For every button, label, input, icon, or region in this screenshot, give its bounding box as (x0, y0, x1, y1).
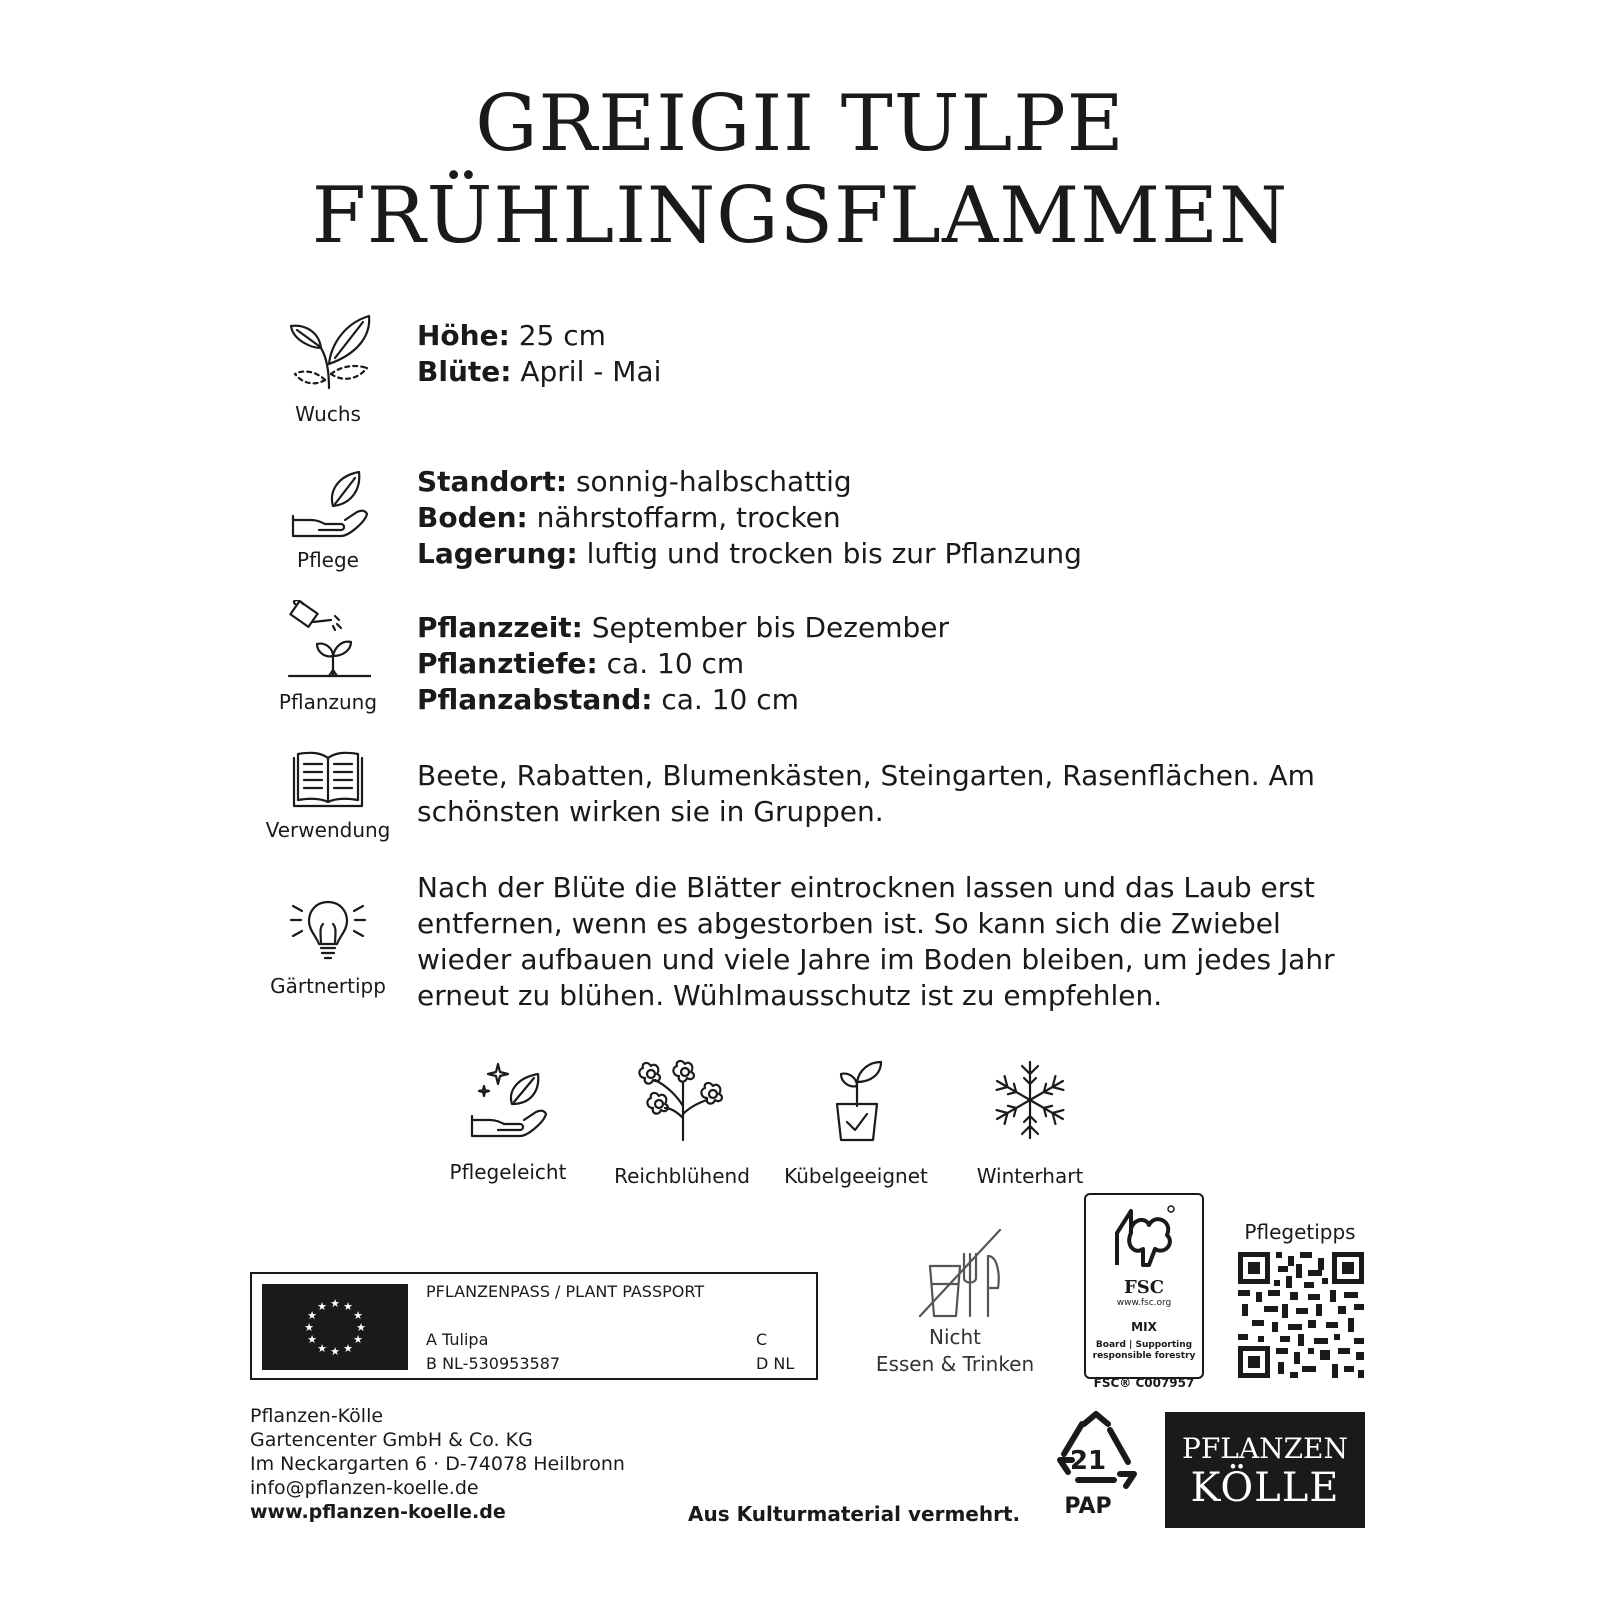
fsc-mix: MIX (1131, 1320, 1157, 1334)
company-website[interactable] (250, 1500, 625, 1524)
pflege-text (417, 464, 1337, 572)
company-street: Im Neckargarten 6 · D-74078 Heilbronn (250, 1453, 625, 1475)
fsc-label (1084, 1193, 1204, 1390)
svg-text:★: ★ (353, 1333, 363, 1346)
company-website-text: www.pflanzen-koelle.de (250, 1501, 506, 1523)
pflege-label: Pflege (297, 548, 359, 572)
pflanzabstand-value: ca. 10 cm (652, 683, 799, 716)
svg-text:★: ★ (304, 1321, 314, 1334)
pflanzen-koelle-logo (1165, 1412, 1365, 1528)
watering-can-icon (285, 600, 371, 682)
svg-text:★: ★ (353, 1309, 363, 1322)
title-line-1: GREIGII TULPE (475, 79, 1125, 169)
hoehe-value: 25 cm (509, 319, 606, 352)
pflanztiefe-line (417, 646, 1337, 682)
boden-label: Boden: (417, 501, 528, 534)
boden-line (417, 500, 1337, 536)
recycling-number: 21 (1069, 1446, 1107, 1476)
fsc-tree-icon (1109, 1203, 1179, 1271)
sprout-icon (285, 312, 371, 394)
book-icon (290, 750, 366, 810)
culture-note: Aus Kulturmaterial vermehrt. (688, 1502, 1021, 1526)
pflanzzeit-label: Pflanzzeit: (417, 611, 583, 644)
snowflake-icon (990, 1058, 1070, 1142)
fsc-line-2: responsible forestry (1092, 1351, 1196, 1361)
fsc-line-1: Board | Supporting (1095, 1340, 1193, 1350)
pflanzung-label: Pflanzung (278, 690, 378, 714)
pflanzung-icon-column (258, 600, 398, 714)
feature-reichbluehend (597, 1058, 767, 1188)
passport-d: D NL (756, 1354, 795, 1373)
hand-sparkle-leaf-icon (468, 1058, 548, 1138)
product-title (0, 78, 1600, 262)
pflanztiefe-label: Pflanztiefe: (417, 647, 598, 680)
company-name-1: Pflanzen-Kölle (250, 1405, 384, 1427)
eu-stars-icon (262, 1284, 408, 1370)
no-eat-drink-icon (900, 1226, 1010, 1320)
wuchs-icon-column (258, 312, 398, 426)
pot-check-icon (821, 1058, 891, 1142)
standort-label: Standort: (417, 465, 568, 498)
svg-text:★: ★ (330, 1297, 340, 1310)
flowers-icon (637, 1058, 727, 1142)
passport-a: A Tulipa (426, 1330, 489, 1349)
standort-value: sonnig-halbschattig (567, 465, 852, 498)
lagerung-label: Lagerung: (417, 537, 578, 570)
recycling-symbol (1046, 1410, 1146, 1519)
warning-line-1: Nicht (928, 1325, 982, 1349)
boden-value: nährstoffarm, trocken (527, 501, 841, 534)
svg-text:★: ★ (317, 1300, 327, 1313)
hoehe-line (417, 318, 1337, 354)
logo-line-2: KÖLLE (1190, 1465, 1340, 1511)
verwendung-label: Verwendung (265, 818, 391, 842)
company-name-2: Gartencenter GmbH & Co. KG (250, 1429, 533, 1451)
fsc-url: www.fsc.org (1116, 1298, 1172, 1308)
feature-kuebelgeeignet (771, 1058, 941, 1188)
feature-pflegeleicht-label: Pflegeleicht (449, 1160, 567, 1184)
recycling-code: PAP (1064, 1494, 1112, 1519)
feature-winterhart (945, 1058, 1115, 1188)
feature-reichbluehend-label: Reichblühend (614, 1164, 750, 1188)
standort-line (417, 464, 1337, 500)
feature-kuebelgeeignet-label: Kübelgeeignet (784, 1164, 928, 1188)
gaertnertipp-icon-column (258, 896, 398, 998)
pflanztiefe-value: ca. 10 cm (597, 647, 745, 680)
pflanzzeit-value: September bis Dezember (582, 611, 949, 644)
hoehe-label: Höhe: (417, 319, 510, 352)
svg-text:★: ★ (307, 1309, 317, 1322)
lagerung-value: luftig und trocken bis zur Pflanzung (577, 537, 1082, 570)
svg-text:★: ★ (307, 1333, 317, 1346)
passport-b: B NL-530953587 (426, 1354, 561, 1373)
company-address (250, 1404, 625, 1524)
verwendung-icon-column (258, 750, 398, 842)
svg-text:★: ★ (330, 1345, 340, 1358)
qr-label: Pflegetipps (1244, 1220, 1356, 1244)
bluete-label: Blüte: (417, 355, 512, 388)
pflanzung-text (417, 610, 1337, 718)
pflanzabstand-label: Pflanzabstand: (417, 683, 653, 716)
eu-flag-icon (262, 1284, 408, 1370)
pflanzzeit-line (417, 610, 1337, 646)
fsc-name: FSC (1123, 1277, 1165, 1298)
pflanzabstand-line (417, 682, 1337, 718)
passport-title: PFLANZENPASS / PLANT PASSPORT (426, 1282, 705, 1301)
company-email[interactable]: info@pflanzen-koelle.de (250, 1477, 479, 1499)
logo-line-1: PFLANZEN (1182, 1432, 1348, 1465)
lagerung-line (417, 536, 1337, 572)
fsc-code: FSC® C007957 (1093, 1376, 1195, 1390)
qr-code[interactable] (1238, 1252, 1364, 1378)
wuchs-label: Wuchs (295, 402, 361, 426)
title-line-2: FRÜHLINGSFLAMMEN (311, 171, 1289, 261)
no-eat-drink-warning (870, 1226, 1040, 1378)
wuchs-text (417, 318, 1337, 390)
qr-code-icon (1238, 1252, 1364, 1378)
gaertnertipp-label: Gärtnertipp (270, 974, 386, 998)
bluete-value: April - Mai (511, 355, 662, 388)
lightbulb-icon (285, 896, 371, 966)
hand-leaf-icon (285, 470, 371, 540)
warning-line-2: Essen & Trinken (875, 1352, 1035, 1376)
plant-passport (250, 1272, 818, 1380)
feature-winterhart-label: Winterhart (976, 1164, 1084, 1188)
bluete-line (417, 354, 1337, 390)
svg-text:★: ★ (356, 1321, 366, 1334)
svg-text:★: ★ (317, 1342, 327, 1355)
svg-text:★: ★ (343, 1342, 353, 1355)
passport-c: C (756, 1330, 768, 1349)
pflege-icon-column (258, 470, 398, 572)
gaertnertipp-text: Nach der Blüte die Blätter eintrocknen lassen und das Laub erst entfernen, wenn es abgestorben ist. So kann sich die Zwiebel wieder aufbauen und viele Jahre im Boden bleiben, um jedes Jahr erneut zu blühen. Wühlmausschutz ist zu empfehlen. (417, 871, 1335, 1012)
svg-text:★: ★ (343, 1300, 353, 1313)
verwendung-text: Beete, Rabatten, Blumenkästen, Steingarten, Rasenflächen. Am schönsten wirken sie in Gruppen. (417, 759, 1315, 828)
feature-pflegeleicht (423, 1058, 593, 1184)
